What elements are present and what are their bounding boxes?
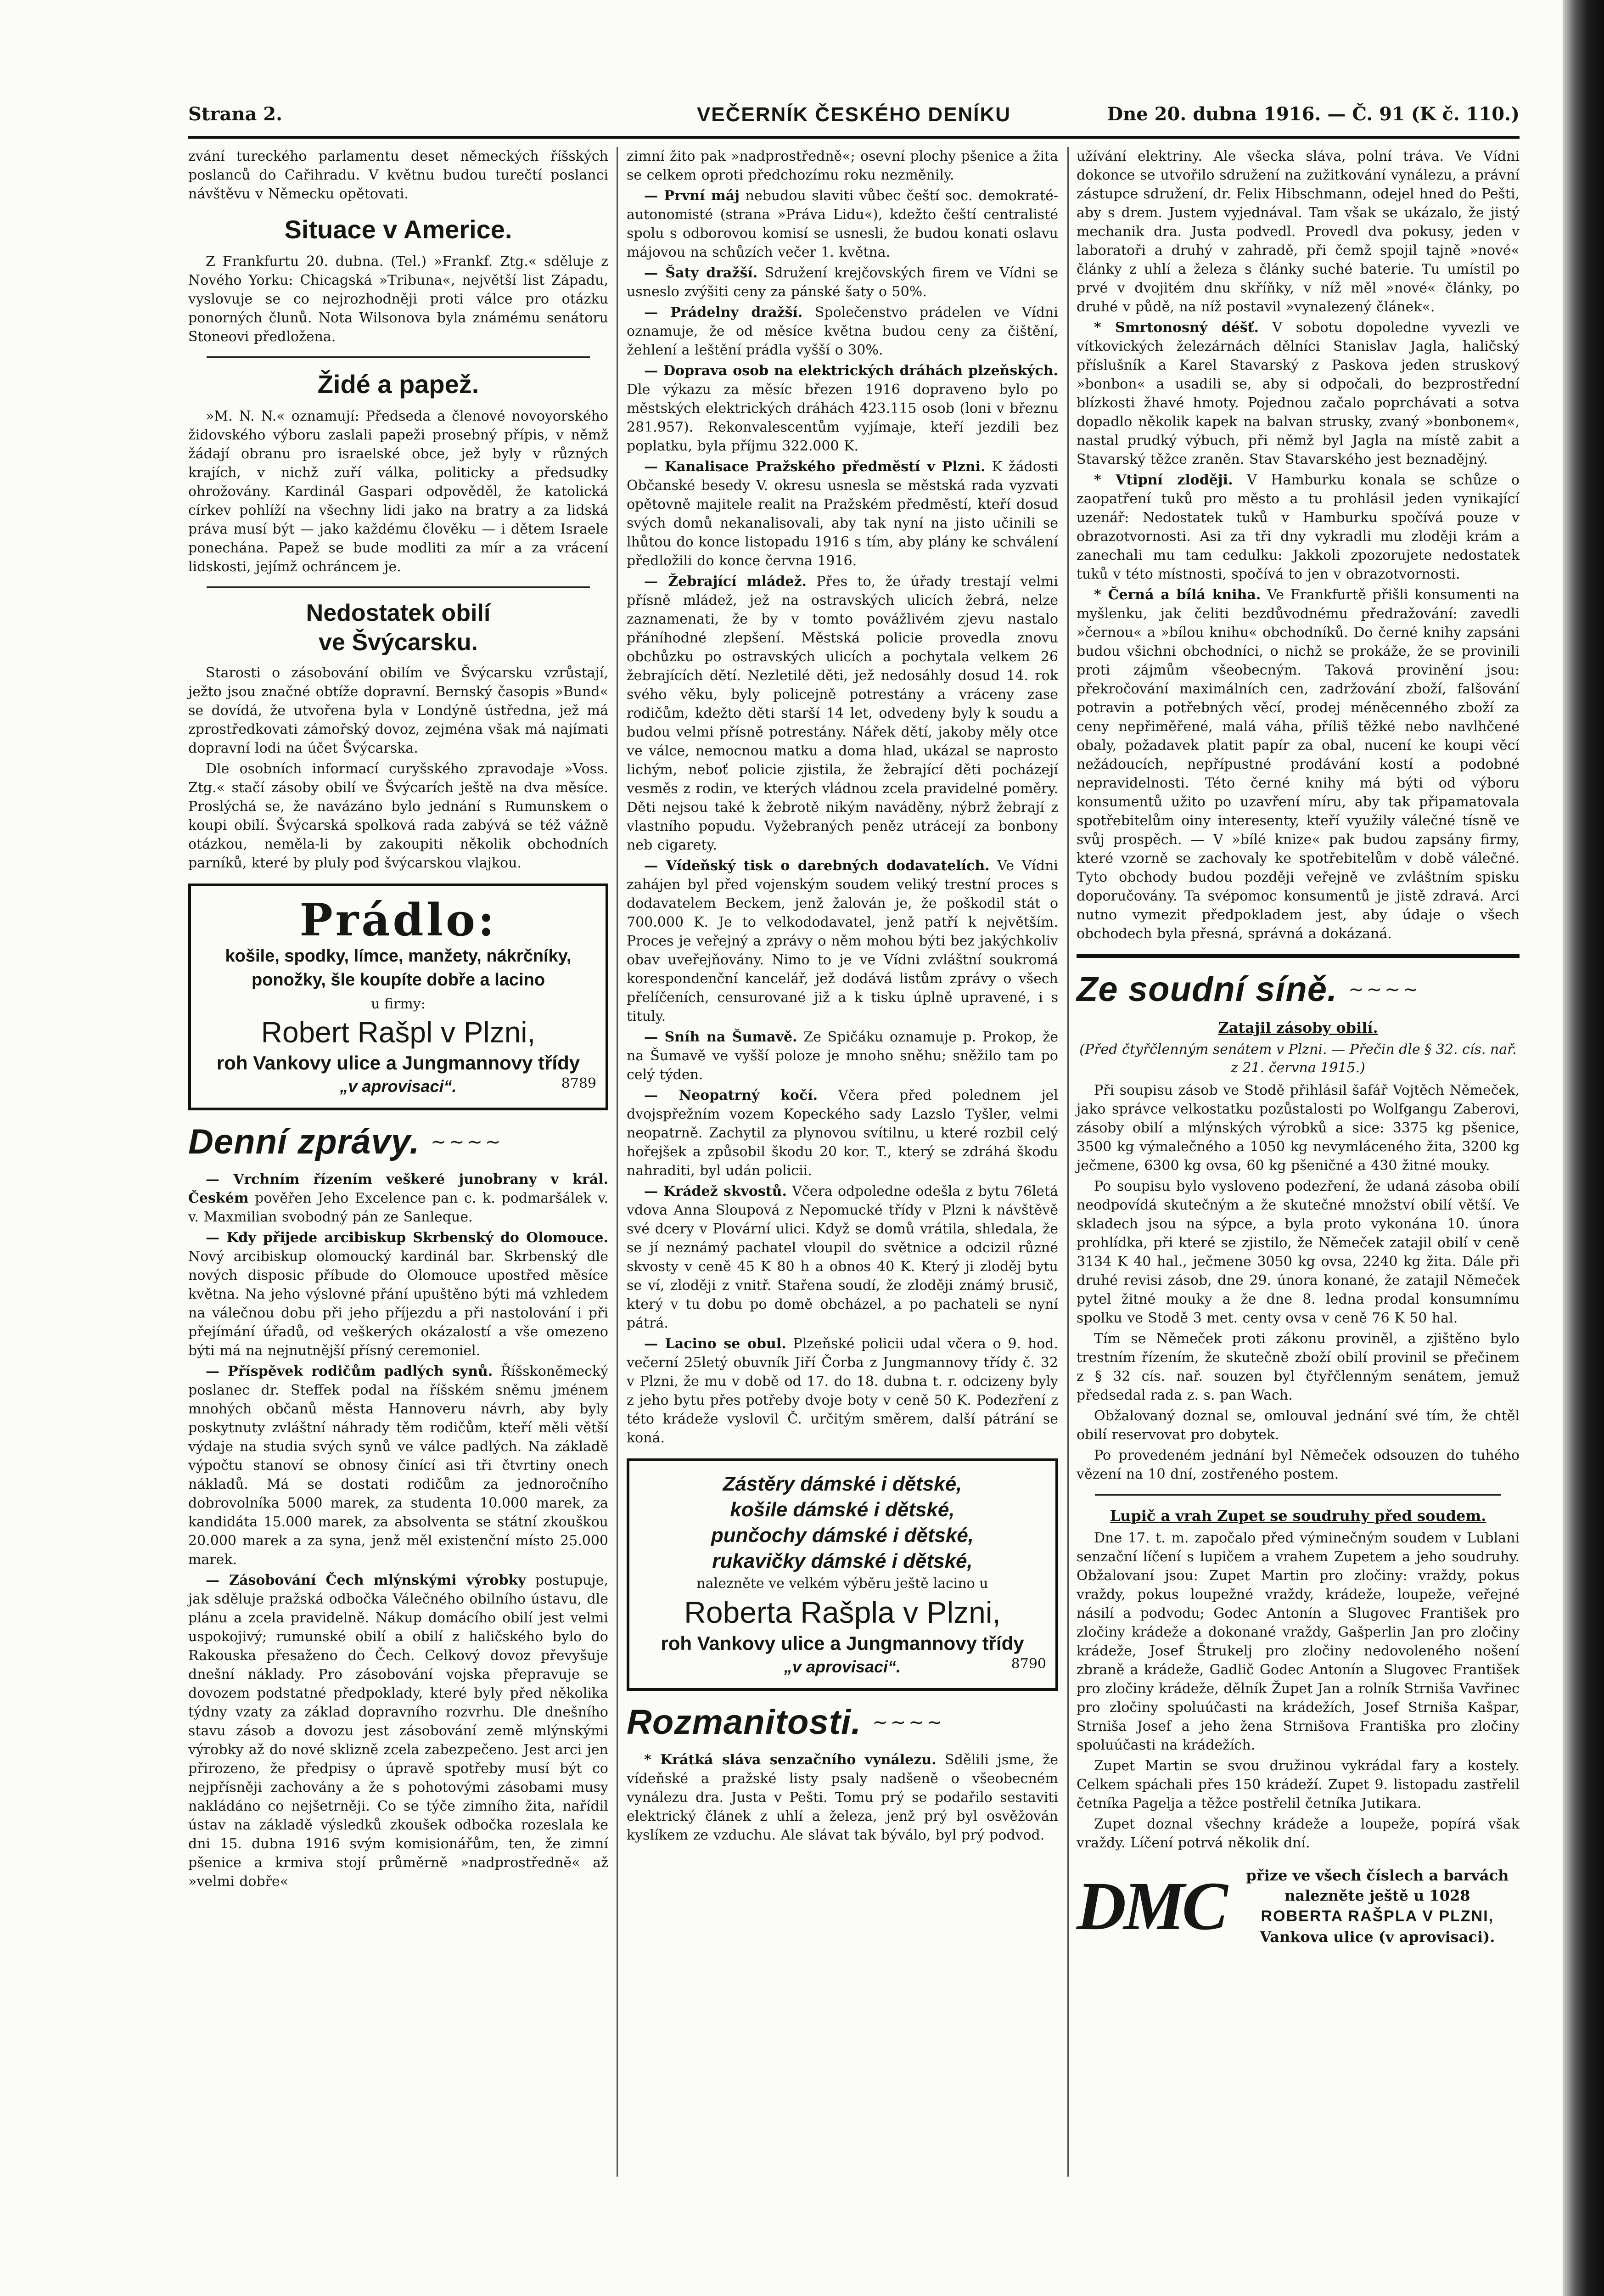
case-paragraph: Obžalovaný doznal se, omlouval jednání své tím, že chtěl obilí reservovat pro dobytek. bbox=[1077, 1408, 1520, 1443]
issue-date: Dne 20. dubna 1916. — Č. 91 (K č. 110.) bbox=[1107, 103, 1520, 125]
ad-goods: ponožky, šle koupíte dobře a lacino bbox=[251, 970, 545, 990]
column-1 bbox=[188, 147, 608, 1893]
separator bbox=[1095, 1494, 1501, 1496]
section-title: Rozmanitosti. bbox=[627, 1703, 862, 1742]
ad-address: Vankova ulice (v aprovisaci). bbox=[1260, 1928, 1495, 1946]
advertisement-zastery bbox=[627, 1458, 1058, 1691]
news-item bbox=[188, 1362, 608, 1569]
news-lead: — Žebrající mládež. bbox=[644, 574, 807, 590]
news-item bbox=[1077, 585, 1520, 943]
news-lead: * Černá a bílá kniha. bbox=[1094, 587, 1261, 603]
news-text: Sdružení krejčovských firem ve Vídni se usneslo zvýšiti ceny za pánské šaty o 50%. bbox=[627, 265, 1058, 300]
ad-goods: košile dámské i dětské, bbox=[730, 1498, 955, 1521]
advertisement-pradlo bbox=[188, 884, 608, 1110]
news-item bbox=[627, 1086, 1058, 1180]
ad-text bbox=[1235, 1865, 1520, 1947]
ornament: ~~~~ bbox=[872, 1712, 945, 1733]
news-lead: * Vtipní zloději. bbox=[1094, 472, 1233, 488]
article-continuation: zimní žito pak »nadprostředně«; osevní plochy pšenice a žita se celkem oproti předchozímu roku nezměnily. bbox=[627, 148, 1058, 183]
headline-america: Situace v Americe. bbox=[284, 215, 512, 244]
ad-location bbox=[200, 1075, 596, 1097]
headline-swiss-grain bbox=[188, 598, 608, 657]
news-lead: — Šaty dražší. bbox=[644, 265, 758, 281]
page-number: Strana 2. bbox=[188, 103, 283, 125]
case-title: Lupič a vrah Zupet se soudruhy před soudem. bbox=[1110, 1507, 1486, 1525]
masthead-rule bbox=[188, 136, 1520, 139]
news-item bbox=[188, 1228, 608, 1360]
news-text: Včera odpoledne odešla z bytu 76letá vdova Anna Sloupová z Nepomucké třídy v Plzni k návštěvě své dcery v Plovární ulici. Když se domů vrátila, shledala, že se jí neznámý pachatel vloupil do světnice a odcizil různé skvosty v ceně 45 K 80 h a obnos 40 K. Který ji zloděj bytu se ví, zloději z vnitř. Stařena soudí, že zloději známý brusič, který v tu dobu po domě obcházel, a po pachateli se nyní pátrá. bbox=[627, 1183, 1058, 1331]
news-lead: — Kdy přijede arcibiskup Skrbenský do Olomouce. bbox=[206, 1230, 608, 1246]
news-lead: — Příspěvek rodičům padlých synů. bbox=[206, 1363, 493, 1379]
news-text: postupuje, jak sděluje pražská odbočka Válečného obilního ústavu, dle plánu a zcela pravidelně. Nákup domácího obilí jest velmi uspokojivý; rumunské obilí a obilí z haličského bylo do Rakouska přesaženo do Čech. Celkový dovoz převyšuje dnešní náklady. Pro zásobování vojska přepravuje se dovozem podstatné předpoklady, které byly před několika týdny vzaty za základ dopravního rozvrhu. Dle dnešního stavu zásob a dovozu jest zásobování země mlýnskými výrobky až do nové sklizně zcela zabezpečeno. Jest arci jen přirozeno, že předpisy o úpravě spotřeby musí být co nejpřísněji zachovány a že s pohotovými zásobami musy nakládáno co nejšetrněji. Co se týče zimního žita, nařídil ústav na základě výsledků zkoušek odbočka rozeslala ke dni 15. dubna 1916 svým komisionářům, ten, že zimní pšenice a krmiva stojí průměrně »nadprostředně« až »velmi dobře« bbox=[188, 1572, 608, 1890]
article-jews-pope: »M. N. N.« oznamují: Předseda a členové novoyorského židovského výboru zaslali papeži prosebný přípis, v němž žádají obranu pro israelské obce, jež byly v různých krajích, v nichž zuří válka, politicky a předsudky ohrožovány. Kardinál Gaspari odpověděl, že katolická církev pohlíží na všechny lidi jako na bratry a za lidská práva musí být — jako každému člověku — i dětem Israele ponechána. Papež se bude modliti za mír a za vrácení lidskosti, jejímž ochráncem je. bbox=[188, 408, 608, 575]
case-paragraph: Po provedeném jednání byl Němeček odsouzen do tuhého vězení na 10 dní, zostřeného postem. bbox=[1077, 1447, 1520, 1482]
news-item bbox=[1077, 318, 1520, 469]
news-lead: — Krádež skvostů. bbox=[644, 1183, 787, 1199]
article-swiss-p2: Dle osobních informací curyšského zpravodaje »Voss. Ztg.« stačí zásoby obilí ve Švýcarích ještě na dva měsíce. Proslýchá se, že navázáno bylo jednání s Rumunskem o koupi obilí. Švýcarská spolková rada zabývá se též vážně otázkou, neměla-li by zakoupiti několik obchodních parníků, které by pluly pod švýcarskou vlajkou. bbox=[188, 761, 608, 871]
news-item bbox=[627, 572, 1058, 855]
ad-location-text: „v aprovisaci“. bbox=[784, 1657, 901, 1676]
news-item bbox=[627, 1750, 1058, 1845]
news-text: Říšskoněmecký poslanec dr. Steffek podal na říšském sněmu jménem mnohých občanů města Hannoveru návrh, aby byly poskytnuty zvláštní náhrady těm rodičům, kteří měli větší výdaje na studia svých synů ve válce padlých. Na základě výpočtu stanoví se obnosy činící asi tři čtvrtiny onech nákladů. Má se dostati rodičům za jednoročního dobrovolníka 5000 marek, za studenta 10.000 marek, za kandidáta 15.000 marek, za absolventa se státní zkouškou 20.000 marek a za syna, jenž měl existenční místo 25.000 marek. bbox=[188, 1363, 608, 1568]
news-text: K žádosti Občanské besedy V. okresu usnesla se městská rada vyzvati opětovně majitele realit na Pražském předměstí, kteří dosud svých domů nekanalisovali, aby tak nyní na jisto učinili se lhůtou do konce listopadu 1916 s tím, aby plány ke schválení předložili do konce června 1916. bbox=[627, 459, 1058, 569]
article-swiss-p1: Starosti o zásobování obilím ve Švýcarsku vzrůstají, ježto jsou značné obtíže dopravní. Bernský časopis »Bund« se dovídá, že utvořena byla v Londýně ústředna, jež má zprostředkovati zámořský dovoz, zejména však má najímati dopravní lodi na účet Švýcarska. bbox=[188, 665, 608, 756]
news-text: Ze Spičáku oznamuje p. Prokop, že na Šumavě ve vyšší poloze je mnoho sněhu; sněžilo tam po celý týden. bbox=[627, 1029, 1058, 1083]
headline-jews-pope: Židé a papež. bbox=[317, 370, 479, 399]
column-3 bbox=[1077, 147, 1520, 1952]
news-lead: * Smrtonosný déšť. bbox=[1094, 320, 1259, 336]
column-2 bbox=[627, 147, 1058, 1846]
ad-firm-name: ROBERTA RAŠPLA V PLZNI, bbox=[1261, 1908, 1494, 1925]
headline-line: Nedostatek obilí bbox=[306, 600, 491, 626]
masthead bbox=[188, 103, 1520, 135]
ad-goods: punčochy dámské i dětské, bbox=[711, 1524, 974, 1547]
news-item bbox=[627, 361, 1058, 456]
article-continuation: užívání elektriny. Ale všecka sláva, polní tráva. Ve Vídni dokonce se utvořilo sdružení na zužitkování vynálezu, a právní zástupce sdružení, dr. Felix Hibschmann, odejel hned do Pešti, aby s drem. Justem vyjednával. Tam však se ukázalo, že jistý mechanik dra. Justa podvedl. Provedl dva pokusy, jeden v laboratoři a druhý v zahradě, při čemž spojil tajně »nové« články z uhlí a železa s články suché baterie. Tu umístil po prvé v dvojitém dnu skříňky, v níž měl »nové« články, po druhé v půdě, na níž postavil »vynalezený článek«. bbox=[1077, 148, 1520, 315]
news-lead: — Lacino se obul. bbox=[644, 1336, 786, 1352]
news-lead: — Zásobování Čech mlýnskými výrobky bbox=[206, 1572, 526, 1588]
case-paragraph: Zupet doznal všechny krádeže a loupeže, popírá však vraždy. Líčení potrvá několik dní. bbox=[1077, 1816, 1520, 1851]
ad-goods: rukavičky dámské i dětské, bbox=[712, 1550, 973, 1572]
case-paragraph: Po soupisu bylo vysloveno podezření, že udaná zásoba obilí neodpovídá skutečným a že skutečné množství obilí větší. Ve skladech jsou na sýpce, a byla proto vykonána 10. února prohlídka, při které se zjistilo, že Němeček zatajil obilí v ceně 3134 K 40 hal., ječmene 3050 kg ovsa, 2240 kg žita. Dále při druhé revisi zásob, dne 29. února konané, že zatajil Němeček pytel žitné mouky a že dne 8. ledna prodal konsumnímu spolku ve Stodě 3 met. centy ovsa v ceně 76 K 50 hal. bbox=[1077, 1178, 1520, 1326]
section-heading-daily-news bbox=[188, 1121, 608, 1163]
news-item bbox=[188, 1170, 608, 1227]
ad-address: roh Vankovy ulice a Jungmannovy třídy bbox=[216, 1052, 580, 1074]
news-text: Přes to, že úřady trestají velmi přísně mládež, jež na ostravských ulicích žebrá, nelze zaznamenati, že by v tomto povážlivém zjevu nastalo přáníhodné zlepšení. Městská policie provedla znovu obchůzku po ostravských ulicích a pochytala velkem 26 žebrajících dětí. Nezletilé děti, jež nedosáhly dosud 14. rok svého věku, byly policejně potrestány a vráceny zase rodičům, kdežto děti starší 14 let, odvedeny byly k soudu a budou velmi přísně potrestány. Nářek dětí, jakoby měly otce ve válce, nemocnou matku a doma hlad, ukázal se naprosto lichým, neboť policie zjistila, že žebrající děti pocházejí vesměs z rodin, ve kterých vládnou zcela pravidelné poměry. Děti nejsou také k žebrotě nikým naváděny, nýbrž žebrají z vlastního popudu. Vyžebraných peněz utrácejí za bonbony neb cigarety. bbox=[627, 574, 1058, 853]
ad-logo: DMC bbox=[1077, 1868, 1225, 1944]
case-paragraph: Dne 17. t. m. započalo před výminečným soudem v Lublani senzační líčení s lupičem a vrahem Zupetem a jeho soudruhy. Obžalovaní jsou: Zupet Martin pro zločiny: vraždy, pokus vraždy, pokus loupežné vraždy, krádeže, loupeže, veřejné násilí a podvodu; Godec Antonín a Slugovec František pro zločiny krádeže a dokonané vraždy, Gašperlin Jan pro zločiny krádeže, Josef Štrukelj pro zločiny nedovoleného nošení zbraně a krádeže, Gadlič Godec Antonín a Slugovec František pro zločiny krádeže, dělník Župet Jan a rolník Strniša Vavřinec pro zločiny spoluúčasti na krádežích, Josef Strniša Kašpar, Strniša Josef a jeho žena Strnišova Františka pro zločiny spoluúčasti na krádežích. bbox=[1077, 1530, 1520, 1753]
separator bbox=[1077, 954, 1520, 958]
ad-code: 1028 bbox=[1429, 1887, 1470, 1904]
news-lead: * Krátká sláva senzačního vynálezu. bbox=[644, 1752, 937, 1768]
case-paragraph: Tím se Němeček proti zákonu proviněl, a zjištěno bylo trestním řízením, že skutečně zboží obilí provinil se přečinem z § 32 cís. nař. souzen byl čtyřčlenným senátem, jemuž předsedal rada z. s. pan Wach. bbox=[1077, 1331, 1520, 1403]
ad-address: roh Vankovy ulice a Jungmannovy třídy bbox=[661, 1632, 1024, 1654]
ad-brand: Prádlo: bbox=[299, 894, 497, 946]
news-item bbox=[188, 1571, 608, 1891]
news-lead: — Neopatrný kočí. bbox=[644, 1087, 818, 1103]
section-title: Ze soudní síně. bbox=[1077, 970, 1338, 1009]
ad-firm-name: Roberta Rašpla v Plzni, bbox=[684, 1595, 1001, 1629]
ad-code: 8790 bbox=[1011, 1656, 1046, 1672]
separator bbox=[207, 586, 590, 588]
case-title: Zatajil zásoby obilí. bbox=[1218, 1019, 1378, 1036]
news-item bbox=[627, 1182, 1058, 1333]
ad-goods: košile, spodky, límce, manžety, nákrčníky, bbox=[225, 946, 572, 966]
news-item bbox=[627, 1028, 1058, 1084]
ad-note: nalezněte ve velkém výběru ještě lacino u bbox=[696, 1576, 988, 1592]
ad-location bbox=[639, 1656, 1046, 1678]
ornament: ~~~~ bbox=[1348, 979, 1421, 1000]
news-text: Dle výkazu za měsíc březen 1916 dopraveno bylo po městských elektrických dráhách 423.115 osob (loni v březnu 281.957). Rekonvalescentům vyjímaje, kteří jezdili bez poplatku, byla příjmu 322.000 K. bbox=[627, 382, 1058, 454]
column-divider bbox=[617, 147, 618, 2177]
ad-code: 8789 bbox=[561, 1075, 596, 1092]
news-lead: — Doprava osob na elektrických dráhách plzeňských. bbox=[644, 363, 1058, 379]
column-divider bbox=[1067, 147, 1069, 2177]
ad-line: přize ve všech číslech a barvách bbox=[1246, 1867, 1509, 1884]
news-lead: — Sníh na Šumavě. bbox=[644, 1029, 797, 1045]
scan-border bbox=[1563, 0, 1604, 2296]
news-item bbox=[1077, 471, 1520, 584]
ad-firm-label: u firmy: bbox=[371, 996, 426, 1012]
news-item bbox=[627, 457, 1058, 570]
article-america: Z Frankfurtu 20. dubna. (Tel.) »Frankf. Ztg.« sděluje z Nového Yorku: Chicagská »Tribuna«, největší list Západu, vyslovuje se co nejrozhodněji proti válce pro otázku ponorných člunů. Nota Wilsonova byla známému senátoru Stoneovi předložena. bbox=[188, 253, 608, 345]
ad-line-text: nalezněte ještě u bbox=[1284, 1887, 1425, 1904]
news-text: Sdělili jsme, že vídeňské a pražské listy psaly nadšeně o všeobecném vynálezu dra. Justa v Pešti. Tomu prý se podařilo sestaviti elektrický článek z uhlí a železa, jenž prý byl osvěžován kyslíkem ze vzduchu. Ale slávat tak býválo, byl prý podvod. bbox=[627, 1752, 1058, 1843]
news-item bbox=[627, 264, 1058, 301]
news-text: pověřen Jeho Excelence pan c. k. podmaršálek v. v. Maxmilian svobodný pán ze Sanleque. bbox=[188, 1190, 608, 1225]
news-item bbox=[627, 856, 1058, 1026]
news-item bbox=[627, 1334, 1058, 1447]
news-text: nebudou slaviti vůbec čeští soc. demokraté-autonomisté (strana »Práva Lidu«), kdežto čeští centralisté spolu s odborovou komisí se usnesli, že budou konati oslavu májovou na schůzích večer 1. května. bbox=[627, 188, 1058, 260]
headline-line: ve Švýcarsku. bbox=[319, 629, 478, 656]
news-text: Společenstvo prádelen ve Vídni oznamuje, že od měsíce května budou ceny za čištění, žehlení a leštění prádla vyšší o 30%. bbox=[627, 304, 1058, 358]
news-text: Ve Vídni zahájen byl před vojenským soudem veliký trestní proces s dodavatelem Beckem, jenž žalován je, že poškodil stát o 700.000 K. Je to velkododavatel, jenž patří k největším. Proces je veřejný a zprávy o něm mohou býti bez jakýchkoliv obav uveřejňovány. Nimo to je ve Vídni zvláštní soukromá korespondenční kancelář, jež dodává listům zprávy o všech přelíčeních, censurované již a k tisku úplně upravené, i s tituly. bbox=[627, 858, 1058, 1024]
section-title: Denní zprávy. bbox=[188, 1122, 420, 1161]
news-lead: — Prádelny dražší. bbox=[644, 304, 803, 321]
case-paragraph: Zupet Martin se svou družinou vykrádal fary a kostely. Celkem spáchali přes 150 krádeží. Zupet 9. listopadu zastřelil četníka Pagelja a těžce postřelil četníka Jutikara. bbox=[1077, 1758, 1520, 1812]
newspaper-title: VEČERNÍK ČESKÉHO DENÍKU bbox=[696, 103, 1011, 126]
section-heading-court bbox=[1077, 969, 1520, 1010]
news-lead: — Kanalisace Pražského předměstí v Plzni. bbox=[644, 459, 986, 475]
news-item bbox=[627, 303, 1058, 360]
news-text: Nový arcibiskup olomoucký kardinál bar. Skrbenský dle nových disposic příbude do Olomouce upostřed měsíce května. Na jeho výslovné přání upuštěno býti má vzhledem na válečnou dobu při jeho příjezdu a při nastolování i při přejímání úřadů, od veškerých okázalostí a vše omezeno býti má na nejnutnější přísný ceremoniel. bbox=[188, 1249, 608, 1359]
ad-firm-name: Robert Rašpl v Plzni, bbox=[261, 1016, 536, 1049]
news-text: Včera před polednem jel dvojspřežním vozem Kopeckého sady Lazslo Tyšler, velmi neopatrně. Zachytil za plynovou svítilnu, u které rozbil celý hořejšek a způsobil škodu 20 kor. T., který se zdráhá škodu nahraditi, byl udán policii. bbox=[627, 1087, 1058, 1179]
news-lead: — Vrchním řízením veškeré junobrany v král. Českém bbox=[188, 1171, 608, 1206]
separator bbox=[207, 356, 590, 358]
case-paragraph: Při soupisu zásob ve Stodě přihlásil šafář Vojtěch Němeček, jako správce velkostatku pozůstalosti po Wolfgangu Zaberovi, zásoby obilí a mlýnských výrobků a sice: 3375 kg pšenice, 3500 kg výmalečného a 1050 kg nevymláceného žita, 3200 kg ječmene, 6300 kg ovsa, 60 kg pšeničné a 430 žitné mouky. bbox=[1077, 1082, 1520, 1174]
news-lead: — Vídeňský tisk o darebných dodavatelích. bbox=[644, 858, 990, 874]
section-heading-miscellany bbox=[627, 1702, 1058, 1743]
ornament: ~~~~ bbox=[431, 1131, 504, 1153]
news-item bbox=[627, 186, 1058, 262]
advertisement-dmc bbox=[1077, 1865, 1520, 1947]
case-subtitle: (Před čtyřčlenným senátem v Plzni. — Přečin dle § 32. cís. nař. z 21. června 1915.) bbox=[1079, 1041, 1517, 1076]
ad-location-text: „v aprovisaci“. bbox=[340, 1077, 457, 1096]
news-text: Plzeňské policii udal včera o 9. hod. večerní 25letý obuvník Jiří Čorba z Jungmannovy třídy č. 32 v Plzni, že mu v době od 17. do 18. dubna t. r. odcizeny byly z jeho bytu přes potřeby dvoje boty v ceně 50 K. Podezření z této krádeže vyslovil Č. určitým směrem, další pátrání se koná. bbox=[627, 1336, 1058, 1446]
ad-goods: Zástěry dámské i dětské, bbox=[723, 1473, 962, 1495]
article-continuation: zvání tureckého parlamentu deset německých říšských poslanců do Cařihradu. V květnu budou turečtí poslanci návštěvu v Německu opětovati. bbox=[188, 148, 608, 202]
news-lead: — První máj bbox=[644, 188, 740, 204]
news-text: V sobotu dopoledne vyvezli ve vítkovických železárnách dělníci Stanislav Jagla, haličský příslušník a Karel Stavarský z Paskova jeden struskový »bonbon« a usadili se, aby si odpočali, do bezprostřední blízkosti žhavé hmoty. Pojednou začalo poprchávati a sotva dopadlo několik kapek na balvan strusky, zvaný »bonbonem«, nastal prudký výbuch, při němž byl Jagla na místě zabit a Stavarský těžce zraněn. Stav Stavarského jest beznadějný. bbox=[1077, 320, 1520, 467]
news-text: V Hamburku konala se schůze o zaopatření tuků pro město a tu prohlásil jeden vynikající uzenář: Nedostatek tuků v Hamburku spočívá pouze v obrazotvornosti. Asi za tři dny vykradli mu zloději krám a zanechali mu tam cedulku: Jakkoli zpozorujete nedostatek tuků v této místnosti, spočívá to jen v obrazotvornosti. bbox=[1077, 472, 1520, 582]
news-text: Ve Frankfurtě přišli konsumenti na myšlenku, jak čeliti bezdůvodnému předražování: zavedli »černou« a »bílou knihu« obchodníků. Do černé knihy zapsáni budou všichni obchodníci, o nichž se prokáže, že se provinili proti zájmům všeobecným. Taková provinění jsou: překročování maximálních cen, zadržování zboží, falšování potravin a potřebných věcí, prodej méněcenného zboží za ceny nepřiměřené, malá váha, příliš těžké nebo navlhčené obaly, požadavek platit papír za obal, nucení ke koupi věcí nežádoucích, nepřípustné prodávání kostí a podobné nepravidelnosti. Této černé knihy má býti od výboru konsumentů užito po uzavření míru, aby tak připamatovala spotřebitelům oiny interesenty, kteří využily válečné tísně ve svůj prospěch. — V »bílé knize« pak budou zapsány firmy, které vzorně se zachovaly ke spotřebitelům v době válečné. Tyto obchody budou později veřejně ve zvláštním spisku doporučovány. Ta svépomoc konsumentů je jistě zdravá. Arci nutno vymezit předpokladem jest, aby údaje o všech obchodech byla přesná, správná a dokázaná. bbox=[1077, 587, 1520, 942]
ad-line bbox=[1235, 1885, 1520, 1906]
